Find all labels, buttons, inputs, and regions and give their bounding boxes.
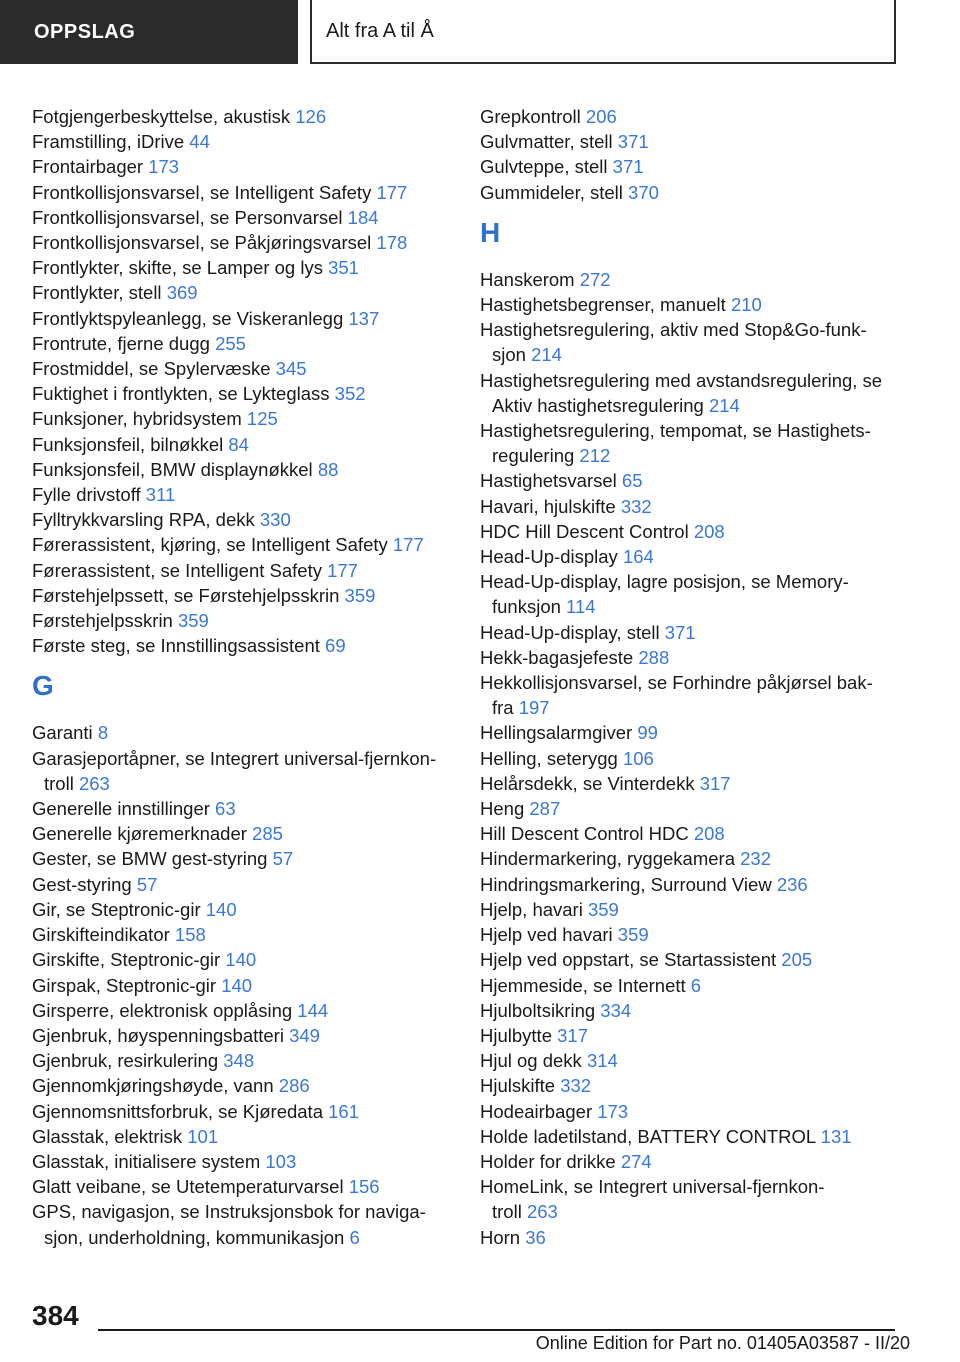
entry-term: Garasjeportåpner, se Integrert universal-fjernkon- — [32, 747, 437, 769]
page-reference-link[interactable]: 332 — [620, 495, 652, 517]
page-reference-link[interactable]: 44 — [189, 131, 210, 153]
entry-term: Hekkollisjonsvarsel, se Forhindre påkjørsel bak- — [480, 672, 873, 694]
section-letter: H — [480, 216, 501, 248]
entry-term: Hjulbytte — [480, 1024, 552, 1046]
page-reference-link[interactable]: 349 — [289, 1024, 320, 1046]
index-entry — [480, 494, 900, 519]
index-entry — [32, 280, 452, 305]
page-reference-link[interactable]: 345 — [275, 358, 307, 380]
page-reference-link[interactable]: 311 — [145, 484, 176, 506]
edition-note: Online Edition for Part no. 01405A03587 - II/20 — [535, 1333, 910, 1353]
page-reference-link[interactable]: 334 — [600, 999, 632, 1021]
page-reference-link[interactable]: 184 — [347, 206, 379, 228]
footer-divider — [98, 1329, 895, 1331]
index-entry — [32, 633, 452, 658]
entry-term: Frontlyktspyleanlegg, se Viskeranlegg — [32, 307, 344, 329]
page-reference-link[interactable]: 286 — [278, 1075, 310, 1097]
page-reference-link[interactable]: 6 — [690, 974, 702, 996]
entry-term: Frontkollisjonsvarsel, se Påkjøringsvarsel — [32, 232, 372, 254]
entry-term: funksjon — [492, 596, 561, 618]
index-entry — [32, 1048, 452, 1073]
page-reference-link[interactable]: 274 — [620, 1150, 652, 1172]
index-entry — [32, 973, 452, 998]
entry-term: Frontkollisjonsvarsel, se Intelligent Safety — [32, 181, 372, 203]
page-reference-link[interactable]: 255 — [215, 332, 246, 354]
entry-term: Gulvteppe, stell — [480, 156, 608, 178]
index-column-right — [480, 104, 900, 1250]
entry-term: Helling, seterygg — [480, 747, 618, 769]
page-reference-link[interactable]: 114 — [566, 596, 596, 618]
page-reference-link[interactable]: 208 — [693, 520, 725, 542]
entry-term: Hodeairbager — [480, 1100, 593, 1122]
entry-term: Fylle drivstoff — [32, 484, 141, 506]
entry-term: Hjemmeside, se Internett — [480, 974, 686, 996]
entry-term: Hindringsmarkering, Surround View — [480, 873, 772, 895]
entry-term: Girsperre, elektronisk opplåsing — [32, 999, 293, 1021]
page-reference-link[interactable]: 99 — [637, 722, 658, 744]
index-entry — [32, 381, 452, 406]
entry-term: Holder for drikke — [480, 1150, 616, 1172]
index-column-left — [32, 104, 452, 1250]
index-entry — [32, 331, 452, 356]
index-entry — [480, 104, 900, 129]
index-entry — [32, 796, 452, 821]
index-entry — [32, 872, 452, 897]
page-reference-link[interactable]: 263 — [526, 1201, 558, 1223]
page-reference-link[interactable]: 103 — [265, 1150, 297, 1172]
chapter-title: Alt fra A til Å — [310, 0, 896, 64]
index-entry — [480, 821, 900, 846]
entry-term: Hjulboltsikring — [480, 999, 596, 1021]
index-entry — [480, 292, 900, 317]
index-entry — [32, 947, 452, 972]
index-entry — [32, 255, 452, 280]
page-reference-link[interactable]: 359 — [617, 924, 649, 946]
entry-term: Hjul og dekk — [480, 1050, 582, 1072]
page-reference-link[interactable]: 173 — [597, 1100, 629, 1122]
entry-term: Gester, se BMW gest-styring — [32, 848, 268, 870]
entry-term: Førstehjelpsskrin — [32, 610, 173, 632]
page-reference-link[interactable]: 236 — [776, 873, 808, 895]
index-entry — [32, 406, 452, 431]
page-reference-link[interactable]: 352 — [334, 383, 366, 405]
index-entry — [32, 532, 452, 557]
index-entry — [480, 519, 900, 544]
page-reference-link[interactable]: 214 — [708, 394, 740, 416]
entry-term: Grepkontroll — [480, 106, 581, 127]
index-entry — [32, 1023, 452, 1048]
index-entry — [480, 897, 900, 922]
index-entry — [480, 720, 900, 745]
page-reference-link[interactable]: 36 — [525, 1226, 546, 1248]
page-reference-link[interactable]: 8 — [97, 722, 109, 744]
entry-term: Førerassistent, kjøring, se Intelligent Safety — [32, 534, 388, 556]
index-entry — [480, 317, 900, 367]
index-entry — [32, 720, 452, 745]
entry-term: Hjelp ved oppstart, se Startassistent — [480, 949, 777, 971]
index-entry — [32, 1199, 452, 1249]
entry-term: Hellingsalarmgiver — [480, 722, 633, 744]
entry-term: Gjenbruk, høyspenningsbatteri — [32, 1024, 284, 1046]
entry-term: Hjelp ved havari — [480, 924, 613, 946]
index-entry — [480, 645, 900, 670]
page-reference-link[interactable]: 6 — [349, 1226, 360, 1248]
index-entry — [480, 129, 900, 154]
entry-term: Girskifteindikator — [32, 924, 170, 946]
entry-term: Gjenbruk, resirkulering — [32, 1050, 219, 1072]
entry-term: Frontkollisjonsvarsel, se Personvarsel — [32, 206, 343, 228]
entry-term: Generelle kjøremerknader — [32, 823, 247, 845]
page-reference-link[interactable]: 232 — [740, 848, 772, 870]
page-reference-link[interactable]: 369 — [166, 282, 198, 304]
page-reference-link[interactable]: 288 — [638, 646, 670, 668]
entry-term: HomeLink, se Integrert universal-fjernkon- — [480, 1176, 825, 1198]
page-reference-link[interactable]: 205 — [781, 949, 813, 971]
index-entry — [32, 1073, 452, 1098]
entry-term: Glasstak, initialisere system — [32, 1150, 261, 1172]
entry-term: sjon — [492, 344, 526, 366]
page-header — [0, 0, 960, 66]
entry-term: Frontairbager — [32, 156, 144, 178]
entry-term: Fylltrykkvarsling RPA, dekk — [32, 509, 255, 531]
index-entry — [32, 356, 452, 381]
page-reference-link[interactable]: 317 — [699, 772, 731, 794]
index-entry — [480, 418, 900, 468]
index-entry — [32, 482, 452, 507]
index-entry — [32, 998, 452, 1023]
page-reference-link[interactable]: 330 — [259, 509, 291, 531]
page-reference-link[interactable]: 370 — [628, 181, 659, 203]
index-entry — [480, 154, 900, 179]
index-entry — [480, 1225, 900, 1250]
index-entry — [32, 432, 452, 457]
entry-term: Hekk-bagasjefeste — [480, 646, 634, 668]
page-reference-link[interactable]: 173 — [148, 156, 180, 178]
page-reference-link[interactable]: 359 — [177, 610, 209, 632]
entry-term: Heng — [480, 798, 525, 820]
entry-term: Horn — [480, 1226, 521, 1248]
entry-term: Gulvmatter, stell — [480, 131, 613, 153]
page-reference-link[interactable]: 161 — [328, 1100, 360, 1122]
entry-term: Funksjonsfeil, bilnøkkel — [32, 433, 224, 455]
index-entry — [480, 947, 900, 972]
entry-term: regulering — [492, 445, 575, 467]
index-entry — [32, 821, 452, 846]
index-entry — [480, 180, 900, 205]
entry-term: troll — [492, 1201, 522, 1223]
index-entry — [32, 180, 452, 205]
index-entry — [480, 368, 900, 418]
page-reference-link[interactable]: 140 — [225, 949, 257, 971]
index-entry — [32, 558, 452, 583]
index-entry — [32, 846, 452, 871]
page-number: 384 — [32, 1300, 79, 1331]
index-entry — [32, 1174, 452, 1199]
entry-term: Garanti — [32, 722, 93, 744]
entry-term: Gjennomkjøringshøyde, vann — [32, 1075, 274, 1097]
page-reference-link[interactable]: 178 — [376, 232, 408, 254]
page-reference-link[interactable]: 272 — [579, 268, 611, 290]
page-reference-link[interactable]: 177 — [376, 181, 408, 203]
index-entry — [32, 583, 452, 608]
page-reference-link[interactable]: 177 — [392, 534, 424, 556]
entry-term: HDC Hill Descent Control — [480, 520, 689, 542]
page-reference-link[interactable]: 212 — [579, 445, 611, 467]
page-reference-link[interactable]: 101 — [187, 1125, 219, 1147]
index-entry — [32, 205, 452, 230]
entry-term: fra — [492, 697, 514, 719]
index-entry — [480, 620, 900, 645]
index-entry — [32, 457, 452, 482]
index-entry — [32, 104, 452, 129]
entry-term: Hastighetsvarsel — [480, 470, 617, 492]
entry-term: Gummideler, stell — [480, 181, 623, 203]
index-entry — [480, 1174, 900, 1224]
index-entry — [480, 670, 900, 720]
index-entry — [480, 267, 900, 292]
index-entry — [480, 1099, 900, 1124]
entry-term: Glatt veibane, se Utetemperaturvarsel — [32, 1176, 344, 1198]
page-reference-link[interactable]: 164 — [622, 546, 654, 568]
entry-term: Gjennomsnittsforbruk, se Kjøredata — [32, 1100, 323, 1122]
entry-term: Hastighetsregulering, tempomat, se Hastighets- — [480, 420, 871, 442]
entry-term: Generelle innstillinger — [32, 798, 210, 820]
page-reference-link[interactable]: 214 — [531, 344, 562, 366]
page-reference-link[interactable]: 158 — [174, 924, 206, 946]
index-entry — [480, 1048, 900, 1073]
section-tab: OPPSLAG — [0, 0, 298, 64]
entry-term: GPS, navigasjon, se Instruksjonsbok for naviga- — [32, 1201, 426, 1223]
entry-term: Hastighetsregulering, aktiv med Stop&Go-funk- — [480, 319, 867, 341]
entry-term: Frostmiddel, se Spylervæske — [32, 358, 271, 380]
entry-term: Hill Descent Control HDC — [480, 823, 689, 845]
index-entry — [480, 1073, 900, 1098]
index-entry — [32, 129, 452, 154]
index-entry — [32, 746, 452, 796]
index-entry — [32, 306, 452, 331]
entry-term: Første steg, se Innstillingsassistent — [32, 635, 320, 657]
entry-term: Funksjonsfeil, BMW displaynøkkel — [32, 458, 313, 480]
entry-term: Gest-styring — [32, 873, 132, 895]
index-entry — [480, 872, 900, 897]
index-entry — [32, 1149, 452, 1174]
entry-term: sjon, underholdning, kommunikasjon — [44, 1226, 345, 1248]
section-letter: G — [32, 670, 54, 702]
index-entry — [480, 973, 900, 998]
entry-term: troll — [44, 772, 74, 794]
index-entry — [32, 230, 452, 255]
index-entry — [480, 468, 900, 493]
page-reference-link[interactable]: 287 — [529, 798, 561, 820]
page-reference-link[interactable]: 208 — [693, 823, 725, 845]
index-entry — [480, 922, 900, 947]
page-reference-link[interactable]: 69 — [325, 635, 346, 657]
index-entry — [480, 746, 900, 771]
page-reference-link[interactable]: 63 — [215, 798, 236, 820]
page-reference-link[interactable]: 371 — [617, 131, 649, 153]
page-reference-link[interactable]: 88 — [317, 458, 339, 480]
index-entry — [480, 544, 900, 569]
index-entry — [480, 846, 900, 871]
entry-term: Framstilling, iDrive — [32, 131, 185, 153]
entry-term: Head-Up-display, stell — [480, 621, 660, 643]
page-reference-link[interactable]: 206 — [585, 106, 617, 127]
entry-term: Holde ladetilstand, BATTERY CONTROL — [480, 1125, 816, 1147]
index-entry — [480, 1149, 900, 1174]
page-reference-link[interactable]: 57 — [136, 873, 158, 895]
page-reference-link[interactable]: 348 — [223, 1050, 255, 1072]
index-entry — [480, 1124, 900, 1149]
page-reference-link[interactable]: 131 — [820, 1125, 852, 1147]
page-reference-link[interactable]: 65 — [621, 470, 643, 492]
entry-term: Førstehjelpssett, se Førstehjelpsskrin — [32, 584, 340, 606]
entry-term: Fuktighet i frontlykten, se Lykteglass — [32, 383, 330, 405]
entry-term: Gir, se Steptronic-gir — [32, 898, 201, 920]
index-entry — [32, 897, 452, 922]
index-entry — [32, 1124, 452, 1149]
page-reference-link[interactable]: 317 — [557, 1024, 588, 1046]
index-entry — [480, 771, 900, 796]
index-entry — [480, 569, 900, 619]
page-reference-link[interactable]: 371 — [612, 156, 644, 178]
index-entry — [32, 507, 452, 532]
page-reference-link[interactable]: 263 — [78, 772, 110, 794]
entry-term: Hastighetsbegrenser, manuelt — [480, 294, 726, 316]
page-reference-link[interactable]: 57 — [272, 848, 294, 870]
entry-term: Head-Up-display, lagre posisjon, se Memory- — [480, 571, 849, 593]
index-entry — [32, 1099, 452, 1124]
page-reference-link[interactable]: 126 — [295, 106, 327, 127]
entry-term: Hjulskifte — [480, 1075, 556, 1097]
entry-term: Hindermarkering, ryggekamera — [480, 848, 735, 870]
page-reference-link[interactable]: 144 — [297, 999, 329, 1021]
page-reference-link[interactable]: 285 — [252, 823, 283, 845]
page-reference-link[interactable]: 140 — [221, 974, 253, 996]
entry-term: Frontlykter, stell — [32, 282, 162, 304]
entry-term: Hanskerom — [480, 268, 575, 290]
page-reference-link[interactable]: 156 — [348, 1176, 380, 1198]
entry-term: Girspak, Steptronic-gir — [32, 974, 217, 996]
index-entry — [32, 608, 452, 633]
entry-term: Helårsdekk, se Vinterdekk — [480, 772, 695, 794]
index-entry — [480, 998, 900, 1023]
index-entry — [480, 796, 900, 821]
entry-term: Frontrute, fjerne dugg — [32, 332, 210, 354]
page-reference-link[interactable]: 359 — [344, 584, 376, 606]
index-entry — [32, 922, 452, 947]
page-reference-link[interactable]: 177 — [327, 559, 358, 581]
entry-term: Frontlykter, skifte, se Lamper og lys — [32, 257, 323, 279]
entry-term: Hastighetsregulering med avstandsregulering, se — [480, 369, 883, 391]
page-reference-link[interactable]: 125 — [246, 408, 278, 430]
page-reference-link[interactable]: 210 — [730, 294, 762, 316]
page-reference-link[interactable]: 84 — [228, 433, 249, 455]
entry-term: Head-Up-display — [480, 546, 618, 568]
entry-term: Fotgjengerbeskyttelse, akustisk — [32, 106, 291, 127]
entry-term: Førerassistent, se Intelligent Safety — [32, 559, 322, 581]
entry-term: Girskifte, Steptronic-gir — [32, 949, 221, 971]
page-reference-link[interactable]: 137 — [348, 307, 380, 329]
index-entry — [480, 1023, 900, 1048]
entry-term: Havari, hjulskifte — [480, 495, 616, 517]
page-reference-link[interactable]: 197 — [518, 697, 550, 719]
page-reference-link[interactable]: 359 — [587, 898, 619, 920]
page-reference-link[interactable]: 106 — [622, 747, 654, 769]
page-reference-link[interactable]: 332 — [560, 1075, 592, 1097]
entry-term: Aktiv hastighetsregulering — [492, 394, 704, 416]
index-entry — [32, 154, 452, 179]
entry-term: Glasstak, elektrisk — [32, 1125, 183, 1147]
entry-term: Funksjoner, hybridsystem — [32, 408, 242, 430]
page-reference-link[interactable]: 140 — [205, 898, 237, 920]
page-reference-link[interactable]: 351 — [328, 257, 359, 279]
page-reference-link[interactable]: 314 — [586, 1050, 618, 1072]
page-reference-link[interactable]: 371 — [664, 621, 696, 643]
entry-term: Hjelp, havari — [480, 898, 583, 920]
